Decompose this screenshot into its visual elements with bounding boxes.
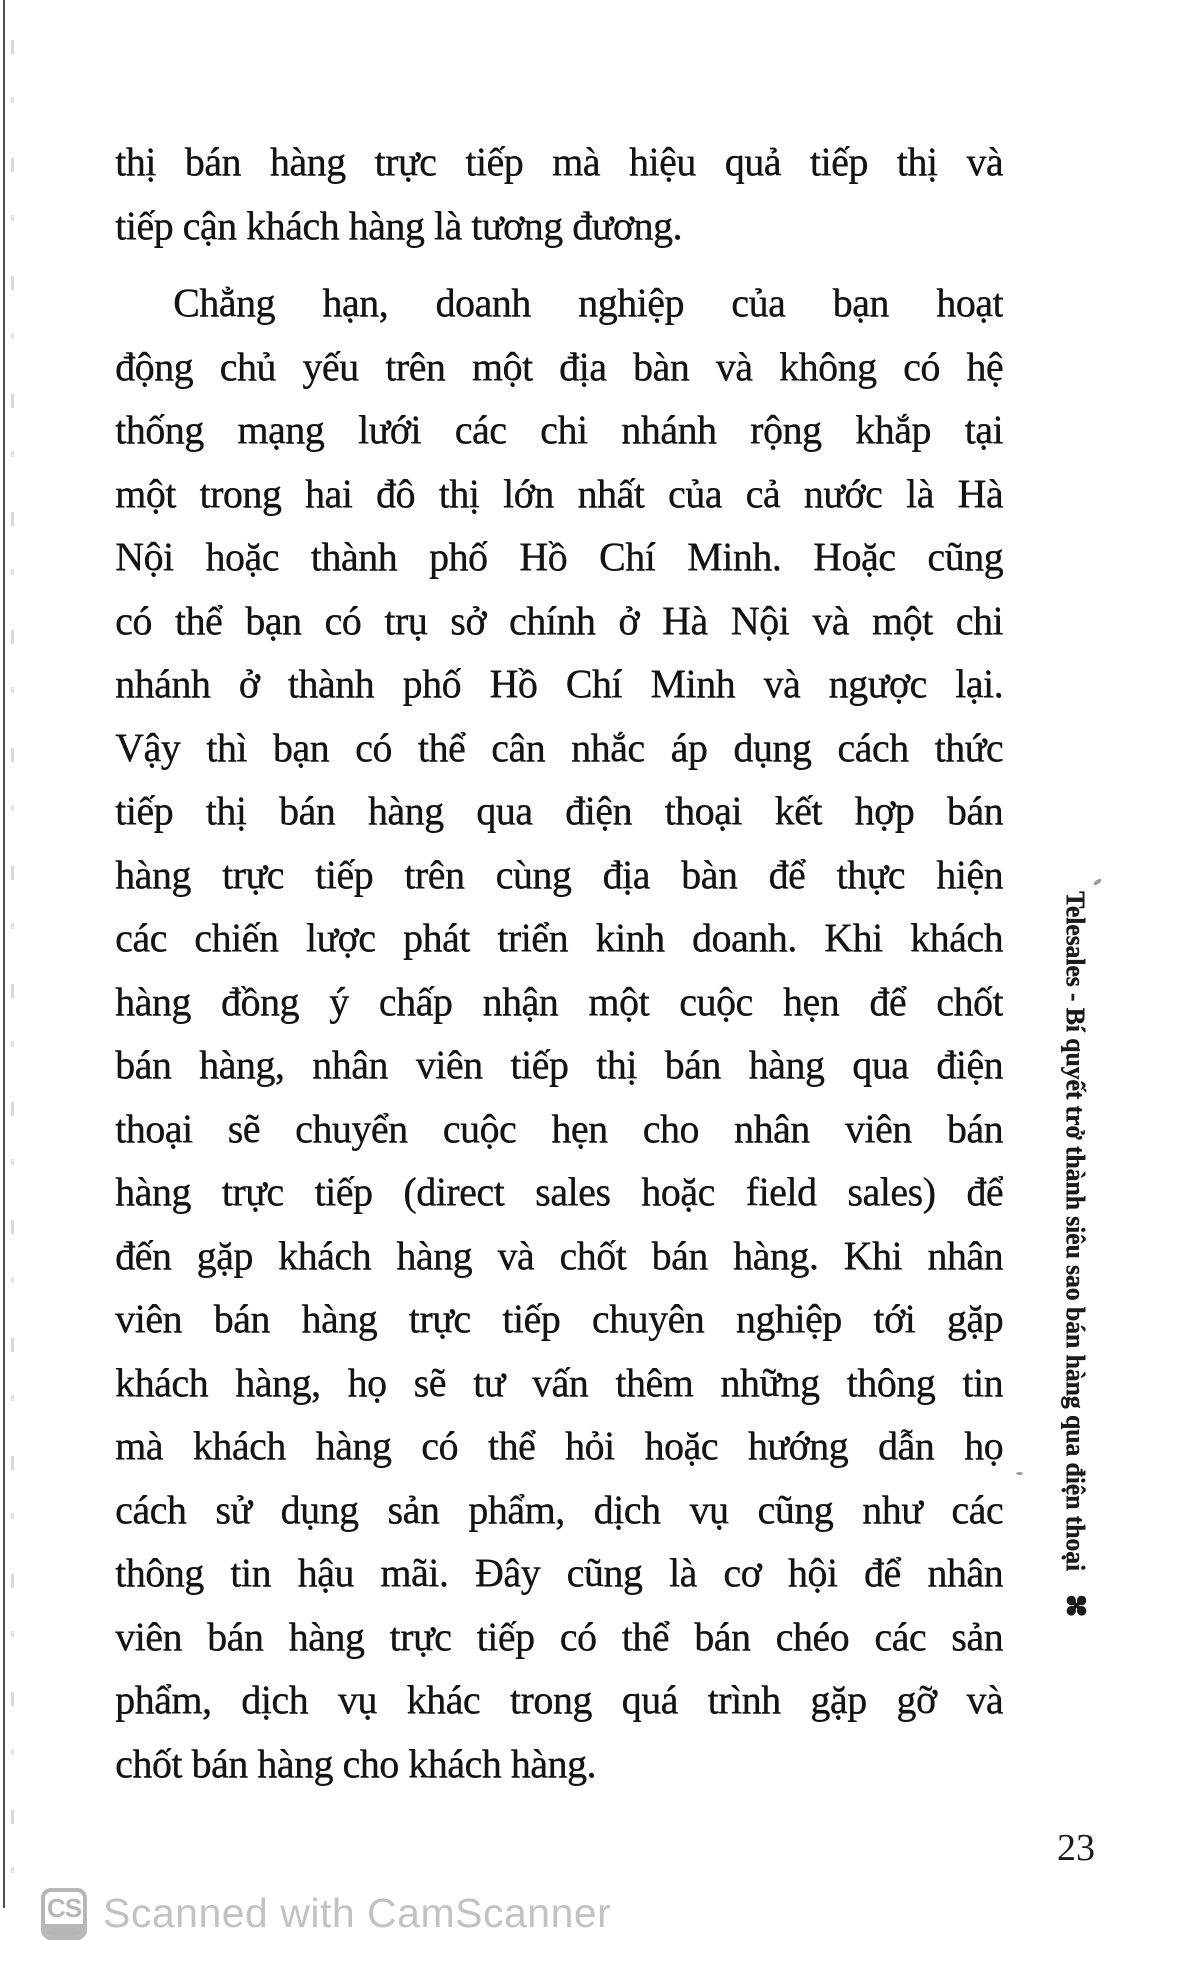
camscanner-logo-tab	[45, 1924, 83, 1936]
body-line: động chủ yếu trên một địa bàn và không có hệ	[115, 343, 1003, 389]
body-line: cách sử dụng sản phẩm, dịch vụ cũng như các	[115, 1486, 1003, 1532]
body-line: thị bán hàng trực tiếp mà hiệu quả tiếp thị và	[115, 139, 1003, 184]
body-line: mà khách hàng có thể hỏi hoặc hướng dẫn họ	[115, 1423, 1003, 1468]
body-line: tiếp cận khách hàng là tương đương.	[115, 202, 682, 248]
body-line: Chẳng hạn, doanh nghiệp của bạn hoạt	[173, 280, 1003, 325]
body-line: bán hàng, nhân viên tiếp thị bán hàng qua điện	[115, 1042, 1003, 1087]
page-number: 23	[1057, 1827, 1095, 1869]
body-line: các chiến lược phát triển kinh doanh. Khi khách	[115, 915, 1003, 960]
running-title-vertical	[1051, 891, 1100, 1631]
body-text	[115, 130, 1003, 1795]
body-line: hàng trực tiếp trên cùng địa bàn để thực hiện	[115, 851, 1003, 897]
camscanner-watermark-text: Scanned with CamScanner	[103, 1890, 612, 1936]
body-line: viên bán hàng trực tiếp chuyên nghiệp tới gặp	[115, 1296, 1003, 1341]
paragraph	[115, 271, 1003, 1795]
body-line: tiếp thị bán hàng qua điện thoại kết hợp bán	[115, 788, 1003, 833]
camscanner-logo-letters: CS	[46, 1893, 82, 1923]
body-line: thống mạng lưới các chi nhánh rộng khắp tại	[115, 407, 1003, 452]
scan-speck	[1016, 1472, 1023, 1475]
camscanner-logo-icon	[41, 1888, 87, 1940]
running-title-text: Telesales - Bí quyết trở thành siêu sao bán hàng qua điện thoại	[1061, 891, 1090, 1578]
body-line: hàng trực tiếp (direct sales hoặc field sales) để	[115, 1169, 1003, 1214]
scan-edge-speckles	[11, 40, 14, 1880]
scan-speck	[1093, 878, 1103, 886]
body-line: hàng đồng ý chấp nhận một cuộc hẹn để chốt	[115, 978, 1003, 1024]
body-line: khách hàng, họ sẽ tư vấn thêm những thông tin	[115, 1359, 1003, 1405]
body-line: Nội hoặc thành phố Hồ Chí Minh. Hoặc cũng	[115, 534, 1003, 579]
body-line: một trong hai đô thị lớn nhất của cả nước là Hà	[115, 470, 1003, 516]
body-line: Vậy thì bạn có thể cân nhắc áp dụng cách thức	[115, 724, 1003, 770]
flower-marker-icon: ✤	[1051, 1582, 1100, 1631]
paragraph	[115, 130, 1003, 257]
body-line: thông tin hậu mãi. Đây cũng là cơ hội để nhân	[115, 1550, 1003, 1595]
body-line: thoại sẽ chuyển cuộc hẹn cho nhân viên bán	[115, 1105, 1003, 1151]
body-line: đến gặp khách hàng và chốt bán hàng. Khi nhân	[115, 1232, 1003, 1278]
body-line: viên bán hàng trực tiếp có thể bán chéo các sản	[115, 1613, 1003, 1659]
body-line: chốt bán hàng cho khách hàng.	[115, 1740, 596, 1786]
body-line: có thể bạn có trụ sở chính ở Hà Nội và một chi	[115, 597, 1003, 643]
body-line: nhánh ở thành phố Hồ Chí Minh và ngược lại.	[115, 661, 1003, 706]
body-line: phẩm, dịch vụ khác trong quá trình gặp gỡ và	[115, 1677, 1003, 1722]
scan-edge-line	[3, 0, 5, 1908]
